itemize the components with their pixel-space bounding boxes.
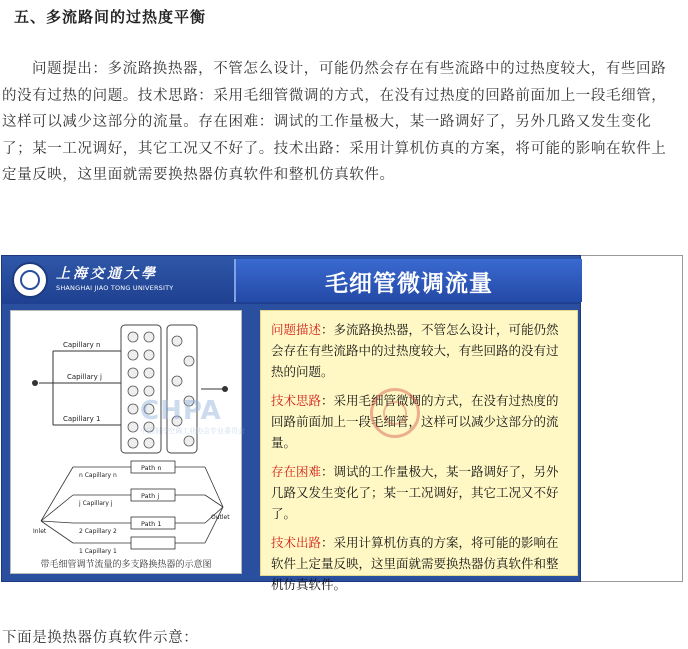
inlet-node-icon [32, 380, 38, 386]
label-capillary-n-lower: n Capillary n [79, 472, 117, 479]
slide-title-box [234, 259, 582, 302]
block-solution-label: 技术出路 [271, 535, 322, 550]
section-heading: 五、多流路间的过热度平衡 [14, 8, 207, 26]
label-capillary-j: Capillary j [67, 373, 102, 381]
stamp-seal-icon [370, 388, 420, 438]
university-name-en: SHANGHAI JIAO TONG UNIVERSITY [56, 284, 174, 292]
watermark-logo-icon: CHPA 中国制冷空调工业协会专业委员会 [140, 396, 245, 435]
label-path-j: Path j [141, 492, 160, 500]
figure-caption: 带毛细管调节流量的多支路换热器的示意图 [40, 560, 212, 570]
block-approach-text: ：采用毛细管微调的方式，在没有过热度的回路前面加上一段毛细管，这样可以减少这部分的流量。 [271, 393, 559, 450]
block-approach-label: 技术思路 [271, 393, 322, 408]
slide-image [1, 255, 581, 592]
label-capillary-1-lower: 1 Capillary 1 [79, 548, 117, 555]
label-outlet: Outlet [211, 514, 230, 521]
text-panel [260, 310, 578, 592]
figure-panel [10, 310, 242, 574]
block-difficulty-label: 存在困难 [271, 464, 322, 479]
university-logo-icon [12, 262, 48, 298]
block-difficulty-text: ：调试的工作量极大，某一路调好了，另外几路又发生变化了；某一工况调好，其它工况又不好了。 [271, 464, 559, 521]
block-problem-label: 问题描述 [271, 322, 322, 337]
slide-banner [2, 256, 580, 304]
slide-title: 毛细管微调流量 [325, 271, 493, 297]
block-difficulty [271, 461, 567, 524]
university-name-cn: 上海交通大學 [56, 266, 158, 282]
label-capillary-n: Capillary n [63, 341, 101, 349]
block-approach [271, 390, 567, 453]
label-inlet: Inlet [33, 528, 47, 535]
label-capillary-j-lower: j Capillary j [79, 500, 113, 507]
label-path-1: Path 1 [141, 520, 162, 528]
label-capillary-2-lower: 2 Capillary 2 [79, 528, 117, 535]
block-solution [271, 532, 567, 595]
block-problem-text: ：多流路换热器，不管怎么设计，可能仍然会存在有些流路中的过热度较大，有些回路的没有过热的问题。 [271, 322, 559, 379]
body-paragraph: 问题提出：多流路换热器，不管怎么设计，可能仍然会存在有些流路中的过热度较大，有些回路的没有过热的问题。技术思路：采用毛细管微调的方式，在没有过热度的回路前面加上一段毛细管，这样可以减少这部分的流量。存在困难：调试的工作量极大，某一路调好了，另外几路又发生变化了；某一工况调好，其它工况又不好了。技术出路：采用计算机仿真的方案，将可能的影响在软件上定量反映，这里面就需要换热器仿真软件和整机仿真软件。 [2, 61, 667, 183]
block-solution-text: ：采用计算机仿真的方案，将可能的影响在软件上定量反映，这里面就需要换热器仿真软件和整机仿真软件。 [271, 535, 559, 592]
label-path-n: Path n [141, 464, 162, 472]
label-capillary-1: Capillary 1 [63, 415, 101, 423]
footer-text: 下面是换热器仿真软件示意： [2, 630, 199, 646]
slide-frame [581, 255, 683, 582]
block-problem [271, 319, 567, 382]
